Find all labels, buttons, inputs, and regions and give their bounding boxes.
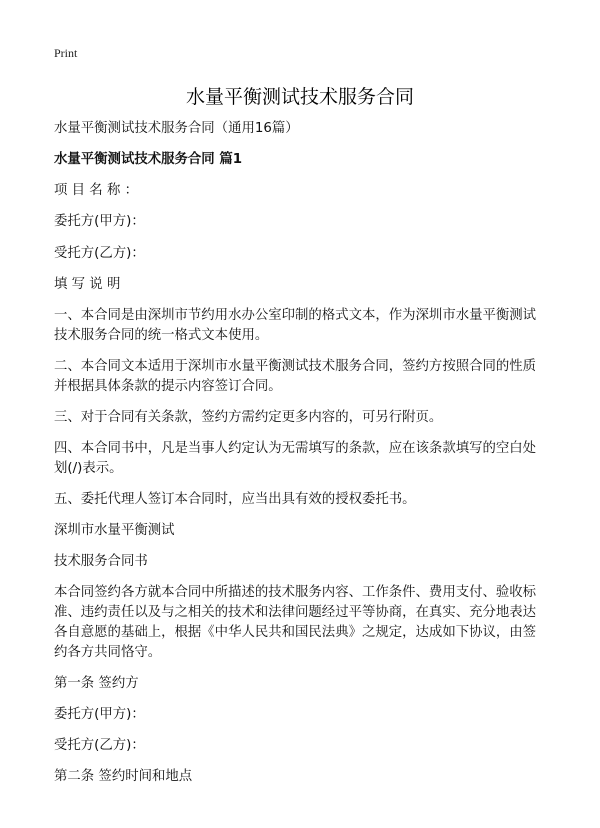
instruction-1-line-1: 一、本合同是由深圳市节约用水办公室印制的格式文本，作为深圳市水量平衡测试 [54,308,537,323]
section-heading: 水量平衡测试技术服务合同 篇1 [54,152,243,167]
org-line-1: 深圳市水量平衡测试 [54,523,175,538]
intro-line-2: 准、违约责任以及与之相关的技术和法律问题经过平等协商，在真实、充分地表达 [54,605,537,620]
intro-line-1: 本合同签约各方就本合同中所描述的技术服务内容、工作条件、费用支付、验收标 [54,585,537,600]
client-a-field: 委托方(甲方)： [54,214,145,229]
project-name-field: 项 目 名 称 ： [54,183,138,198]
document-subtitle: 水量平衡测试技术服务合同（通用16篇） [54,121,299,136]
instruction-4-line-2: 划(/)表示。 [54,461,123,476]
article-1-heading: 第一条 签约方 [54,676,139,691]
instruction-1-line-2: 技术服务合同的统一格式文本使用。 [54,328,269,343]
instruction-2-line-2: 并根据具体条款的提示内容签订合同。 [54,379,282,394]
article-2-heading: 第二条 签约时间和地点 [54,769,193,784]
client-b-field: 受托方(乙方)： [54,246,145,261]
org-line-2: 技术服务合同书 [54,554,148,569]
instructions-heading: 填 写 说 明 [54,277,121,292]
article-1-client-b: 受托方(乙方)： [54,738,145,753]
instruction-2-line-1: 二、本合同文本适用于深圳市水量平衡测试技术服务合同，签约方按照合同的性质 [54,359,537,374]
print-link[interactable]: Print [54,46,78,60]
instruction-3: 三、对于合同有关条款，签约方需约定更多内容的，可另行附页。 [54,410,443,425]
article-1-client-a: 委托方(甲方)： [54,707,145,722]
intro-line-4: 约各方共同恪守。 [54,645,162,660]
document-title: 水量平衡测试技术服务合同 [185,86,414,108]
instruction-5: 五、委托代理人签订本合同时，应当出具有效的授权委托书。 [54,492,416,507]
intro-line-3: 各自意愿的基础上，根据《中华人民共和国民法典》之规定，达成如下协议，由签 [54,625,537,640]
instruction-4-line-1: 四、本合同书中，凡是当事人约定认为无需填写的条款，应在该条款填写的空白处 [54,441,537,456]
